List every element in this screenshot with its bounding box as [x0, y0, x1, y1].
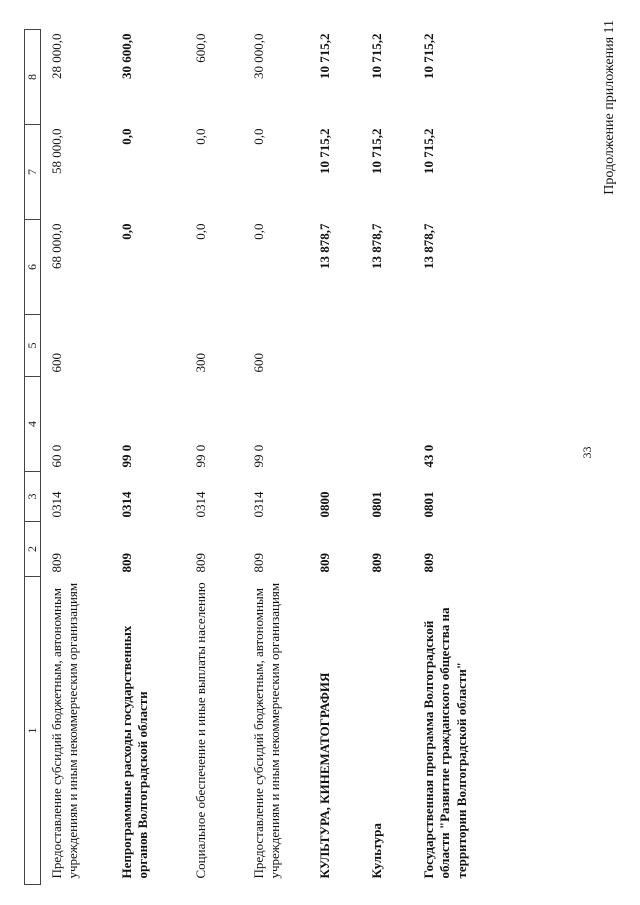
amount-col7: 10 715,2 [317, 128, 332, 174]
expense-type-code [111, 315, 185, 377]
ministry-code: 809 [251, 553, 266, 573]
amount-col7: 0,0 [193, 128, 208, 145]
expense-type-code [309, 315, 361, 377]
amount-col6: 13 878,7 [317, 223, 332, 269]
column-header: 1 [25, 577, 41, 885]
ministry-code: 809 [369, 553, 384, 573]
section-code: 0801 [369, 491, 384, 518]
amount-col7: 10 715,2 [369, 128, 384, 174]
ministry-code: 809 [421, 553, 436, 573]
ministry-code: 809 [317, 553, 332, 573]
ministry-code: 809 [49, 553, 64, 573]
amount-col7: 58 000,0 [49, 128, 64, 174]
amount-col8: 10 715,2 [421, 33, 436, 79]
amount-col8: 10 715,2 [317, 33, 332, 79]
row-name: Культура [369, 823, 384, 879]
expense-type-code: 300 [193, 353, 208, 373]
amount-col8: 10 715,2 [369, 33, 384, 79]
column-header: 7 [25, 125, 41, 220]
target-code [309, 377, 361, 472]
expense-type-code: 600 [49, 353, 64, 373]
amount-col6: 0,0 [193, 223, 208, 240]
section-code: 0314 [193, 491, 208, 518]
table-row [243, 30, 309, 885]
amount-col7: 0,0 [119, 128, 134, 145]
column-header: 3 [25, 472, 41, 522]
expense-type-code [413, 315, 501, 377]
target-code: 99 0 [119, 444, 134, 468]
table-header-row [25, 30, 41, 885]
section-code: 0800 [317, 491, 332, 518]
ministry-code: 809 [193, 553, 208, 573]
table-row [111, 30, 185, 885]
table-row [41, 30, 112, 885]
expense-type-code [361, 315, 413, 377]
amount-col8: 600,0 [193, 33, 208, 63]
expense-type-code: 600 [251, 353, 266, 373]
table-row [413, 30, 501, 885]
row-name: Предоставление субсидий бюджетным, автономным учреждениям и иным некоммерческим организациям [49, 582, 81, 879]
amount-col6: 68 000,0 [49, 223, 64, 269]
section-code: 0314 [49, 491, 64, 518]
row-name: Предоставление субсидий бюджетным, автономным учреждениям и иным некоммерческим организациям [251, 582, 283, 879]
column-header: 2 [25, 522, 41, 577]
section-code: 0314 [251, 491, 266, 518]
budget-table [24, 29, 501, 885]
continuation-caption: Продолжение приложения 11 [602, 20, 617, 195]
target-code: 99 0 [193, 444, 208, 468]
target-code: 99 0 [251, 444, 266, 468]
table-row [361, 30, 413, 885]
amount-col8: 30 600,0 [119, 33, 134, 79]
target-code: 43 0 [421, 444, 436, 468]
amount-col6: 13 878,7 [369, 223, 384, 269]
section-code: 0314 [119, 491, 134, 518]
column-header: 4 [25, 377, 41, 472]
column-header: 5 [25, 315, 41, 377]
amount-col7: 10 715,2 [421, 128, 436, 174]
amount-col6: 13 878,7 [421, 223, 436, 269]
column-header: 6 [25, 220, 41, 315]
amount-col6: 0,0 [119, 223, 134, 240]
target-code [361, 377, 413, 472]
column-header: 8 [25, 30, 41, 125]
page-number: 33 [580, 446, 594, 459]
amount-col6: 0,0 [251, 223, 266, 240]
section-code: 0801 [421, 491, 436, 518]
amount-col7: 0,0 [251, 128, 266, 145]
amount-col8: 28 000,0 [49, 33, 64, 79]
ministry-code: 809 [119, 553, 134, 573]
row-name: Непрограммные расходы государственных органов Волгоградской области [119, 625, 151, 879]
table-row [309, 30, 361, 885]
table-row [185, 30, 243, 885]
row-name: Социальное обеспечение и иные выплаты населению [193, 582, 208, 879]
target-code: 60 0 [49, 444, 64, 468]
row-name: КУЛЬТУРА, КИНЕМАТОГРАФИЯ [317, 672, 332, 879]
row-name: Государственная программа Волгоградской области "Развитие гражданского общества на территории Волгоградской области" [421, 607, 469, 879]
amount-col8: 30 000,0 [251, 33, 266, 79]
